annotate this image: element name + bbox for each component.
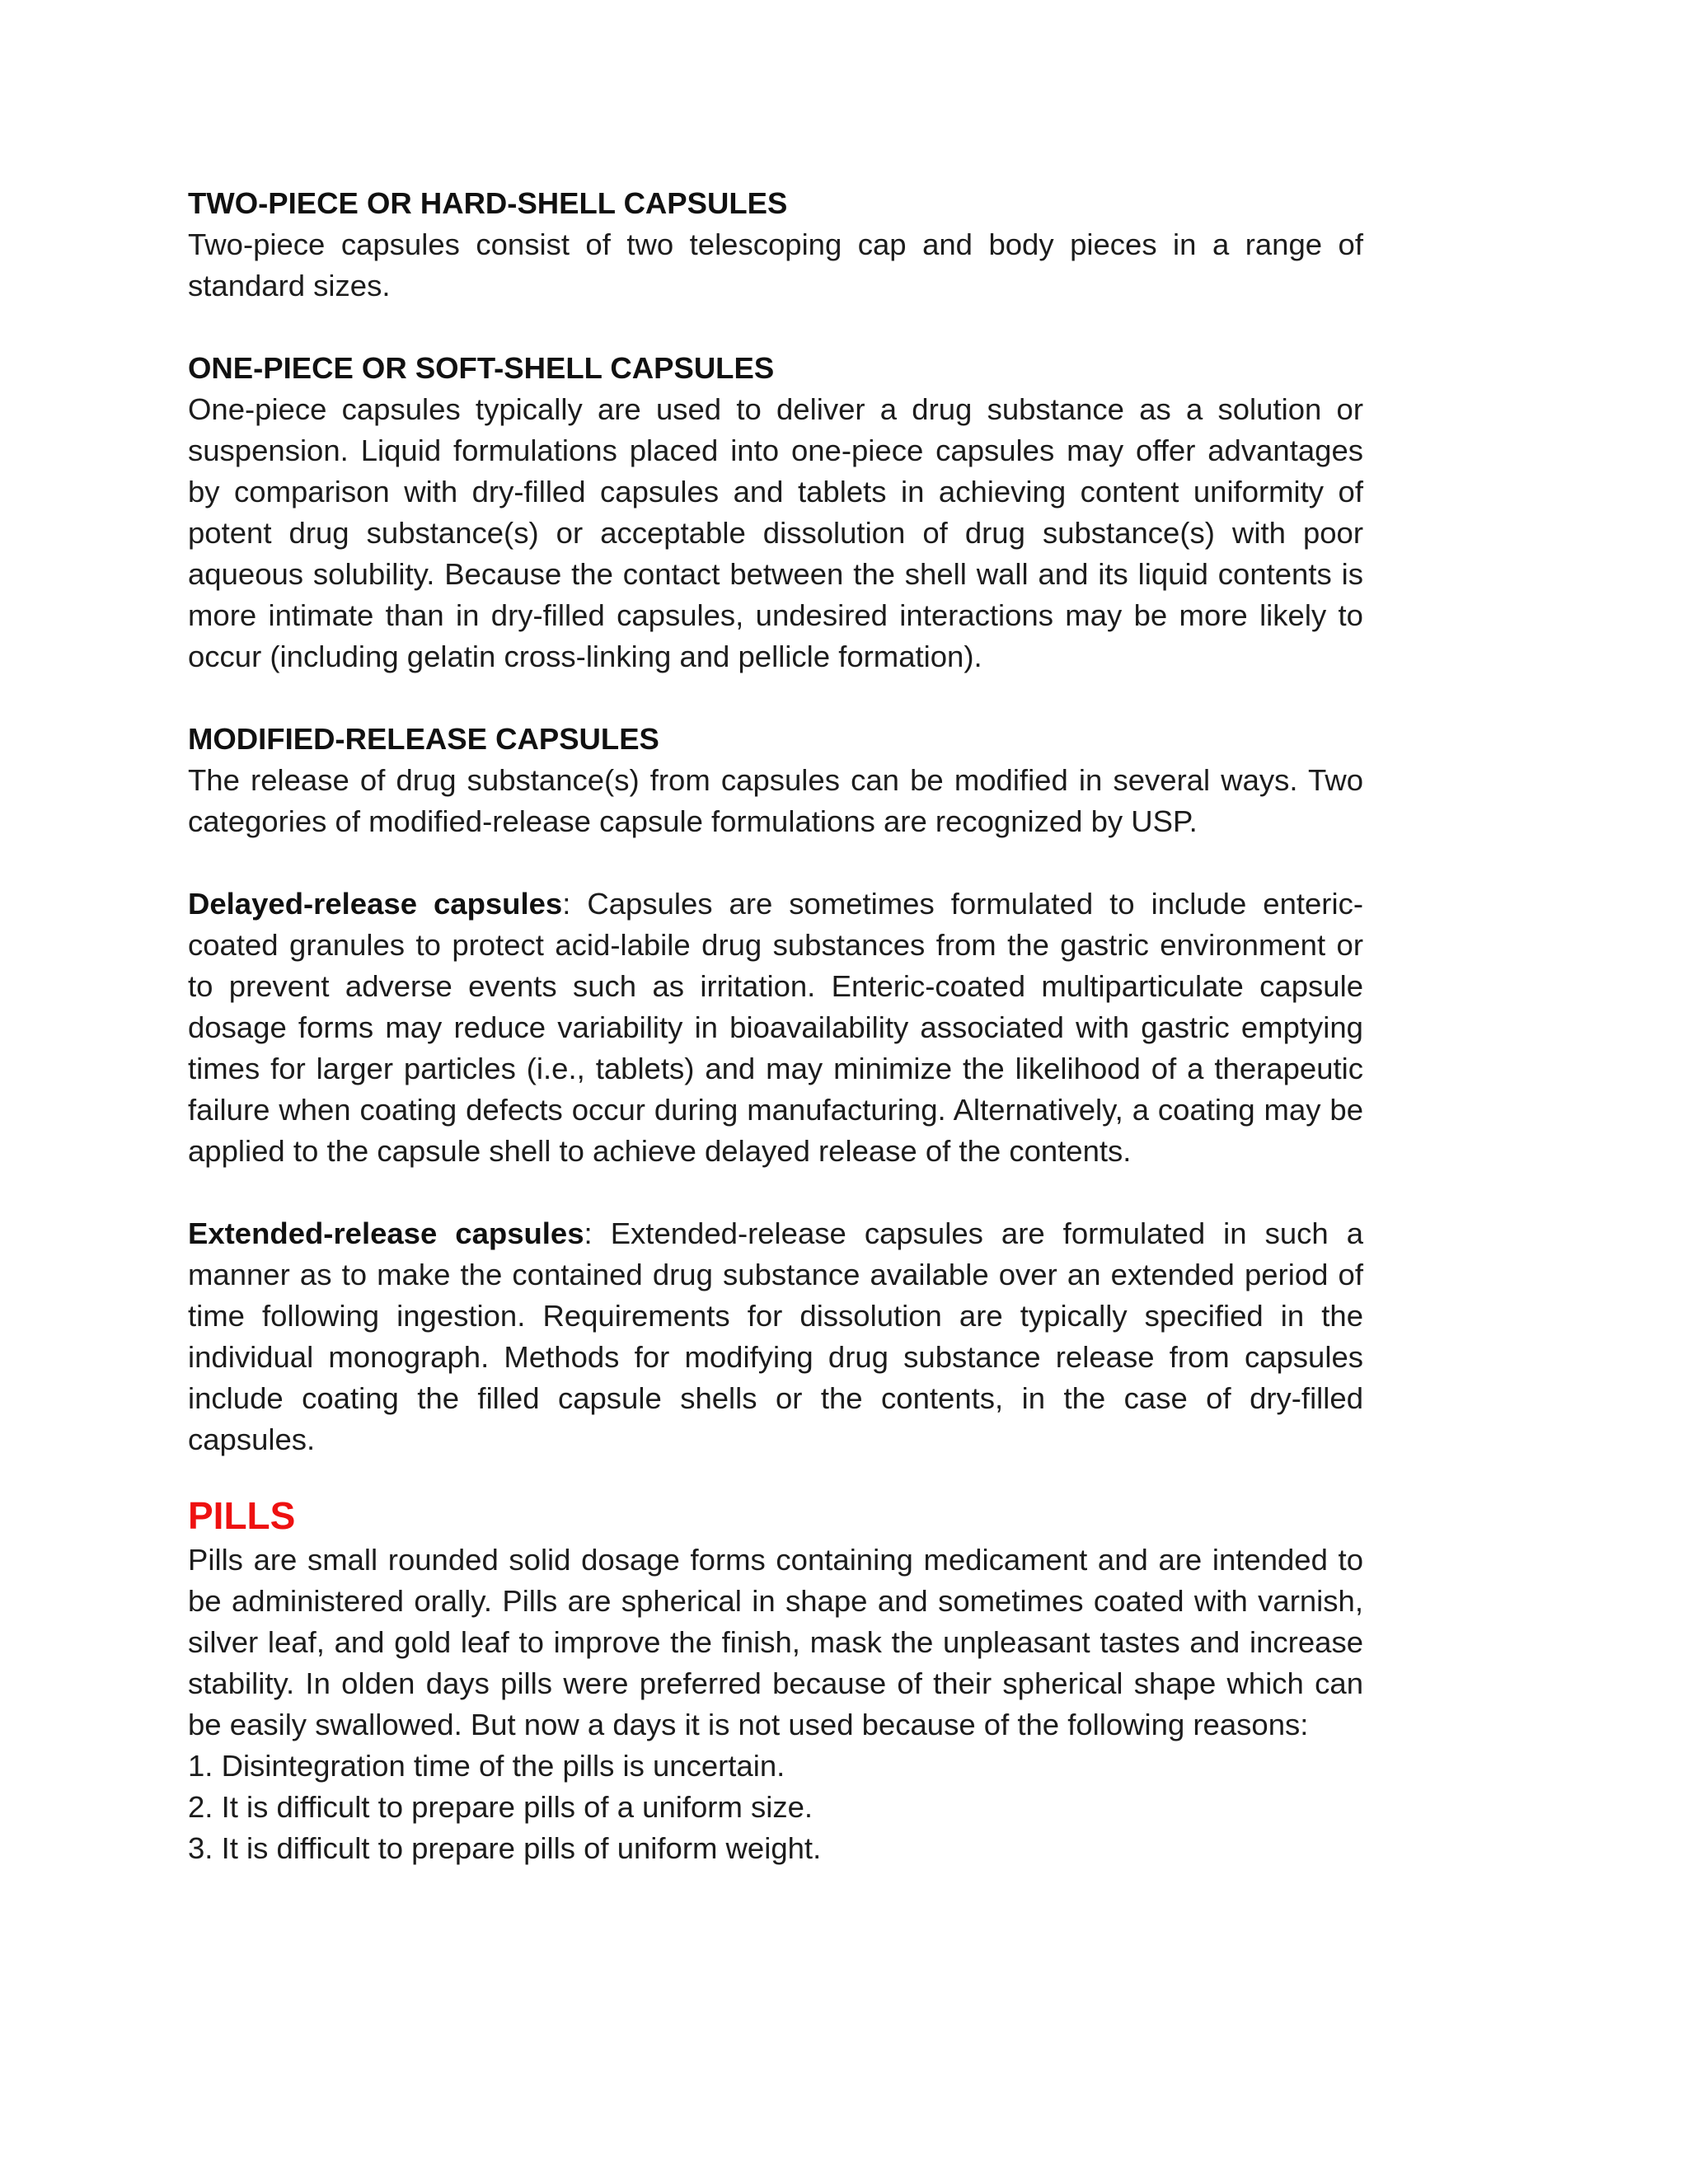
section-body: The release of drug substance(s) from capsules can be modified in several ways. Two categories of modified-release capsule formulations are recognized by USP.	[188, 763, 1363, 838]
delayed-release-term: Delayed-release capsules	[188, 887, 563, 921]
section-pills	[188, 1492, 1363, 1869]
list-item: 2. It is difficult to prepare pills of a uniform size.	[188, 1790, 814, 1824]
section-delayed-release	[188, 883, 1363, 1172]
section-body: One-piece capsules typically are used to deliver a drug substance as a solution or suspension. Liquid formulations placed into one-piece capsules may offer advantages by comparison with dry-filled capsules and tablets in achieving content uniformity of potent drug substance(s) or acceptable dissolution of drug substance(s) with poor aqueous solubility. Because the contact between the shell wall and its liquid contents is more intimate than in dry-filled capsules, undesired interactions may be more likely to occur (including gelatin cross-linking and pellicle formation).	[188, 392, 1363, 673]
section-one-piece-capsules	[188, 348, 1363, 677]
extended-release-body: : Extended-release capsules are formulated in such a manner as to make the contained drug substance available over an extended period of time following ingestion. Requirements for dissolution are typically specified in the individual monograph. Methods for modifying drug substance release from capsules include coating the filled capsule shells or the contents, in the case of dry-filled capsules.	[188, 1216, 1364, 1456]
list-item: 3. It is difficult to prepare pills of uniform weight.	[188, 1831, 822, 1865]
delayed-release-body: : Capsules are sometimes formulated to include enteric-coated granules to protect acid-labile drug substances from the gastric environment or to prevent adverse events such as irritation. Enteric-coated multiparticulate capsule dosage forms may reduce variability in bioavailability associated with gastric emptying times for larger particles (i.e., tablets) and may minimize the likelihood of a therapeutic failure when coating defects occur during manufacturing. Alternatively, a coating may be applied to the capsule shell to achieve delayed release of the contents.	[188, 887, 1363, 1168]
pills-title: PILLS	[188, 1494, 296, 1537]
section-extended-release	[188, 1213, 1363, 1460]
section-body: Two-piece capsules consist of two telescoping cap and body pieces in a range of standard sizes.	[188, 227, 1363, 302]
document-page	[188, 183, 1363, 1910]
pills-body: Pills are small rounded solid dosage forms containing medicament and are intended to be administered orally. Pills are spherical in shape and sometimes coated with varnish, silver leaf, and gold leaf to improve the finish, mask the unpleasant tastes and increase stability. In olden days pills were preferred because of their spherical shape which can be easily swallowed. But now a days it is not used because of the following reasons:	[188, 1543, 1363, 1741]
extended-release-paragraph	[188, 1213, 1363, 1460]
delayed-release-paragraph	[188, 883, 1363, 1172]
section-heading: TWO-PIECE OR HARD-SHELL CAPSULES	[188, 186, 788, 220]
pills-reasons-list	[188, 1746, 1363, 1869]
extended-release-term: Extended-release capsules	[188, 1216, 584, 1250]
list-item: 1. Disintegration time of the pills is uncertain.	[188, 1749, 785, 1783]
section-modified-release-capsules	[188, 719, 1363, 842]
section-heading: ONE-PIECE OR SOFT-SHELL CAPSULES	[188, 351, 775, 385]
section-heading: MODIFIED-RELEASE CAPSULES	[188, 722, 659, 756]
section-two-piece-capsules	[188, 183, 1363, 307]
